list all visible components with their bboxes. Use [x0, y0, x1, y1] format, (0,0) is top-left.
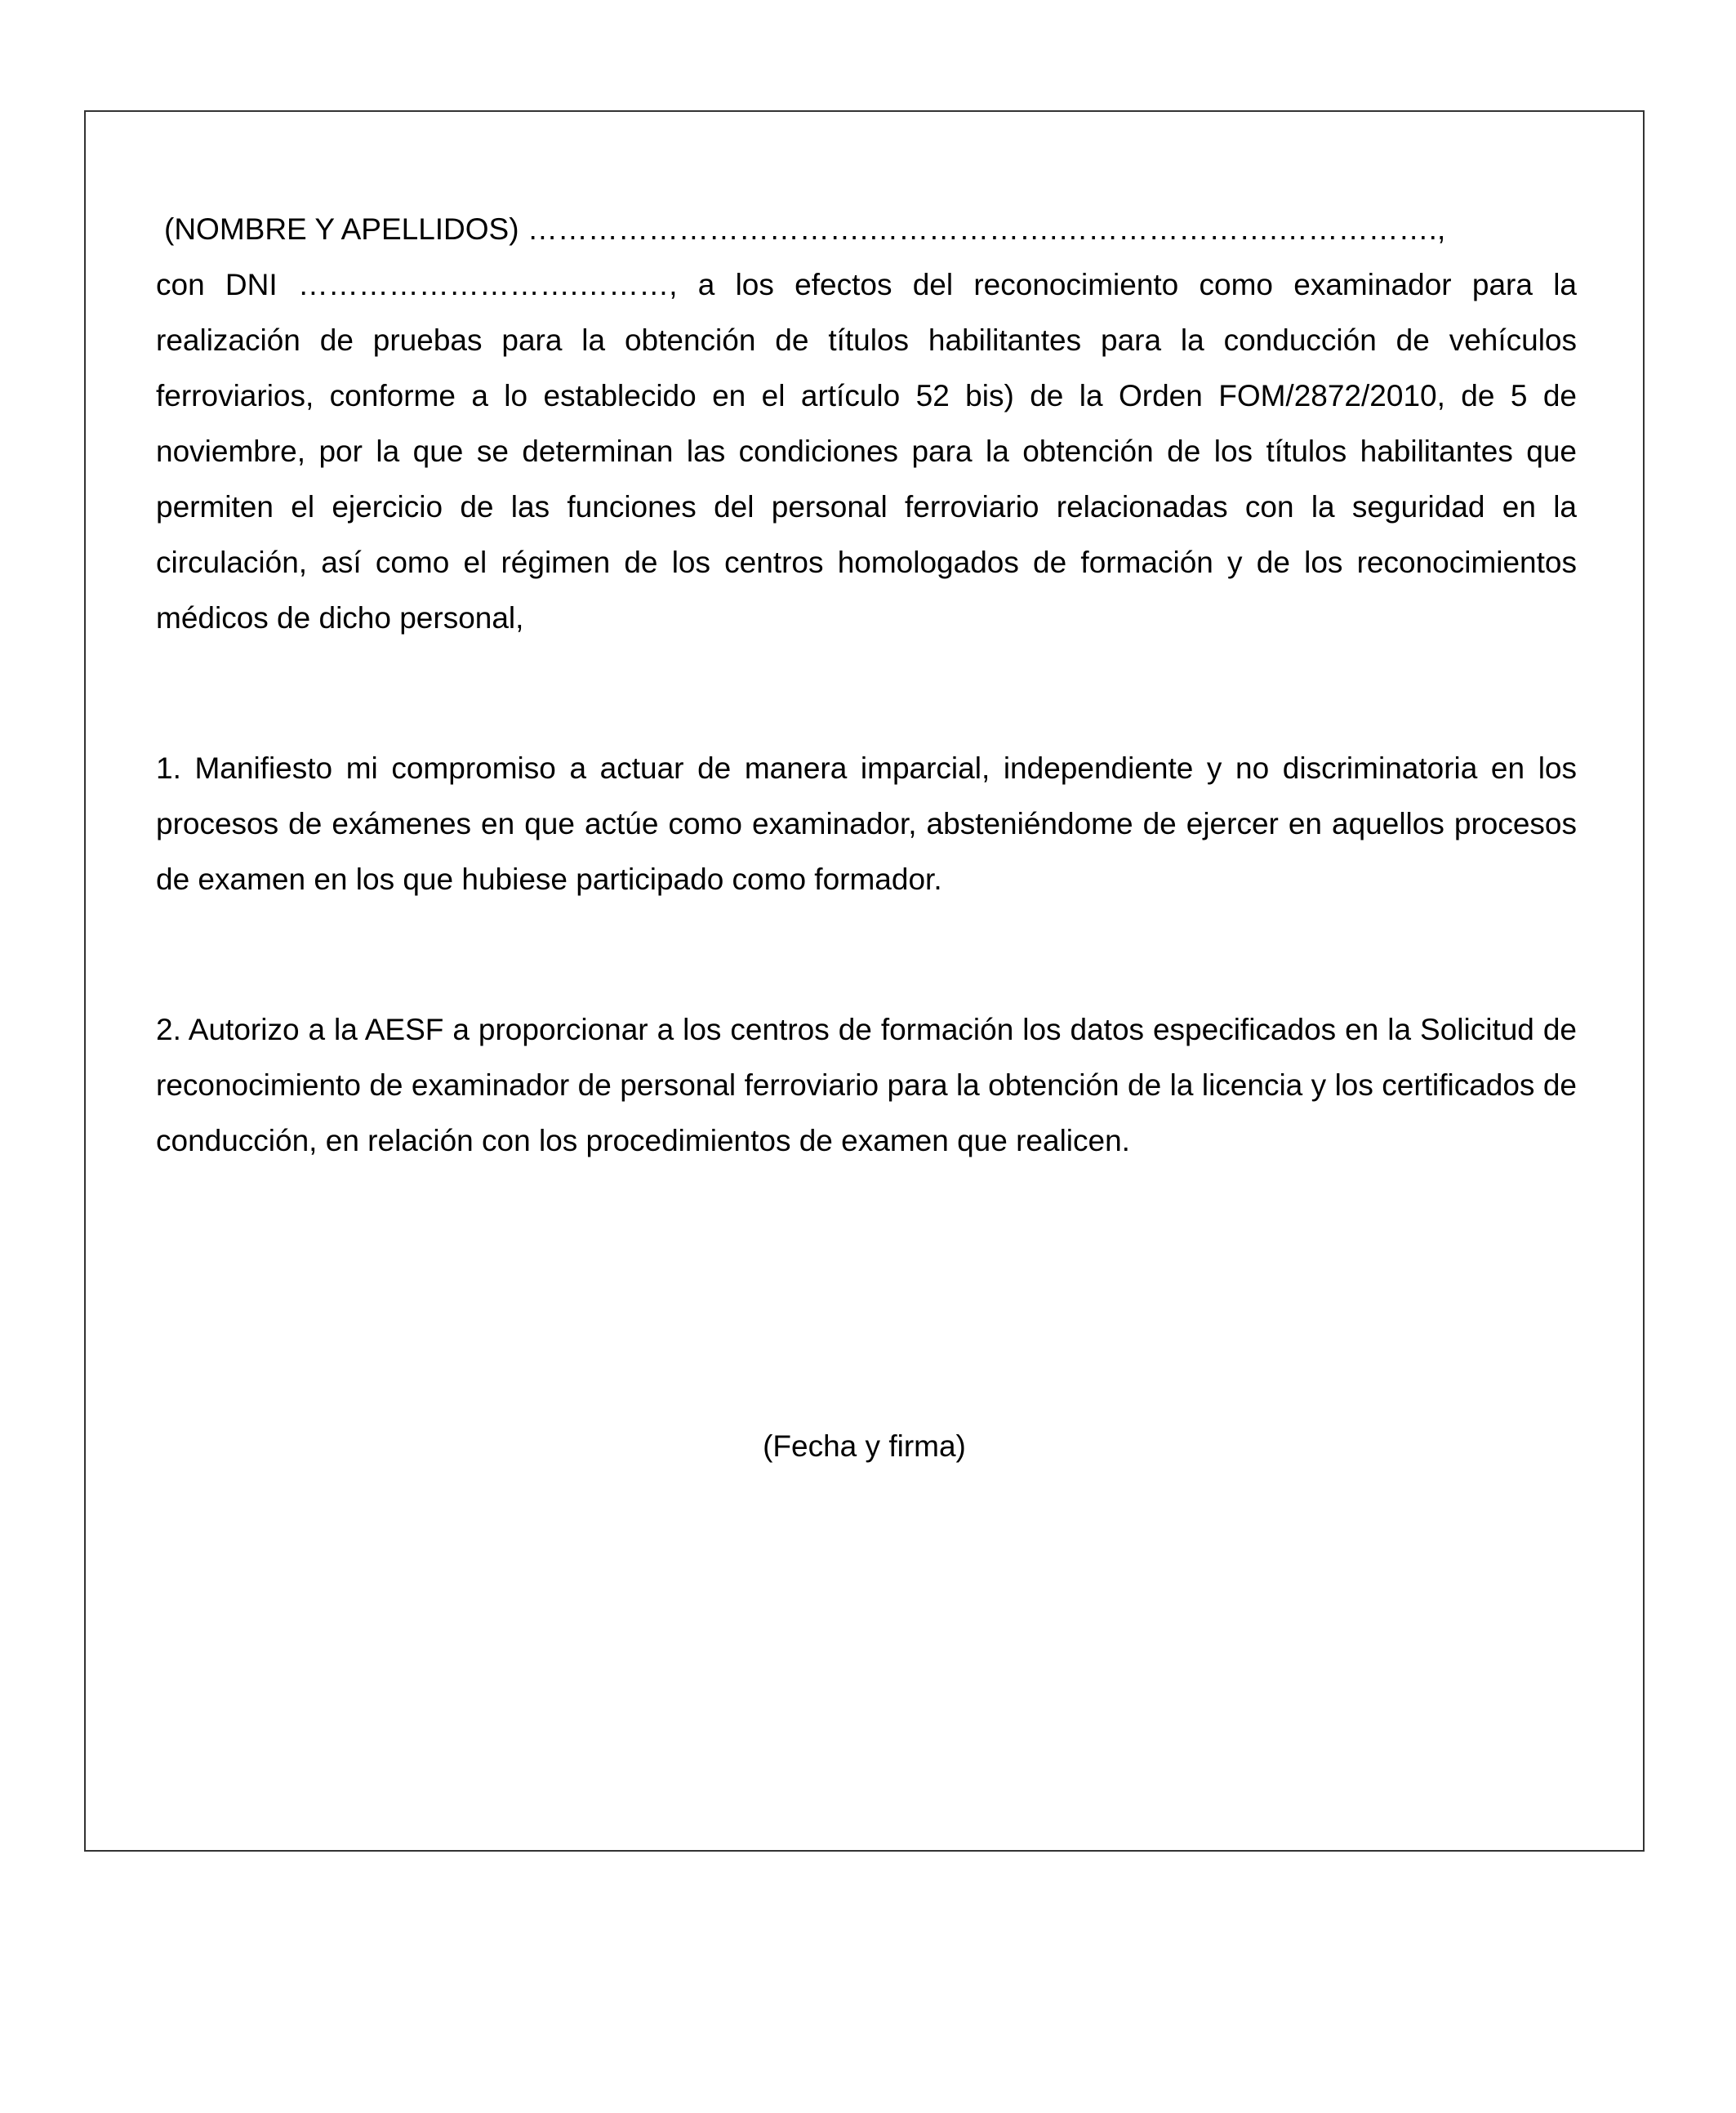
- declaration-intro: [156, 202, 1577, 646]
- declaration-body-text: con DNI ……………………….………, a los efectos del reconocimiento como examinador para la realización de pruebas para la obtención de títulos habilitantes para la conducción de vehículos ferroviarios, conforme a lo establecido en el artículo 52 bis) de la Orden FOM/2872/2010, de 5 de noviembre, por la que se determinan las condiciones para la obtención de los títulos habilitantes que permiten el ejercicio de las funciones del personal ferroviario relacionadas con la seguridad en la circulación, así como el régimen de los centros homologados de formación y de los reconocimientos médicos de dicho personal,: [156, 268, 1577, 635]
- name-and-surname-line: (NOMBRE Y APELLIDOS) …………………………….……………….………………….…………….,: [164, 212, 1446, 246]
- date-and-signature-label: (Fecha y firma): [763, 1429, 966, 1463]
- declaration-form-frame: [84, 110, 1645, 1852]
- commitment-item-1: 1. Manifiesto mi compromiso a actuar de manera imparcial, independiente y no discriminatoria en los procesos de exámenes en que actúe como examinador, absteniéndome de ejercer en aquellos procesos de examen en los que hubiese participado como formador.: [156, 751, 1577, 896]
- authorization-item-2: 2. Autorizo a la AESF a proporcionar a los centros de formación los datos especificados en la Solicitud de reconocimiento de examinador de personal ferroviario para la obtención de la licencia y los certificados de conducción, en relación con los procedimientos de examen que realicen.: [156, 1013, 1577, 1157]
